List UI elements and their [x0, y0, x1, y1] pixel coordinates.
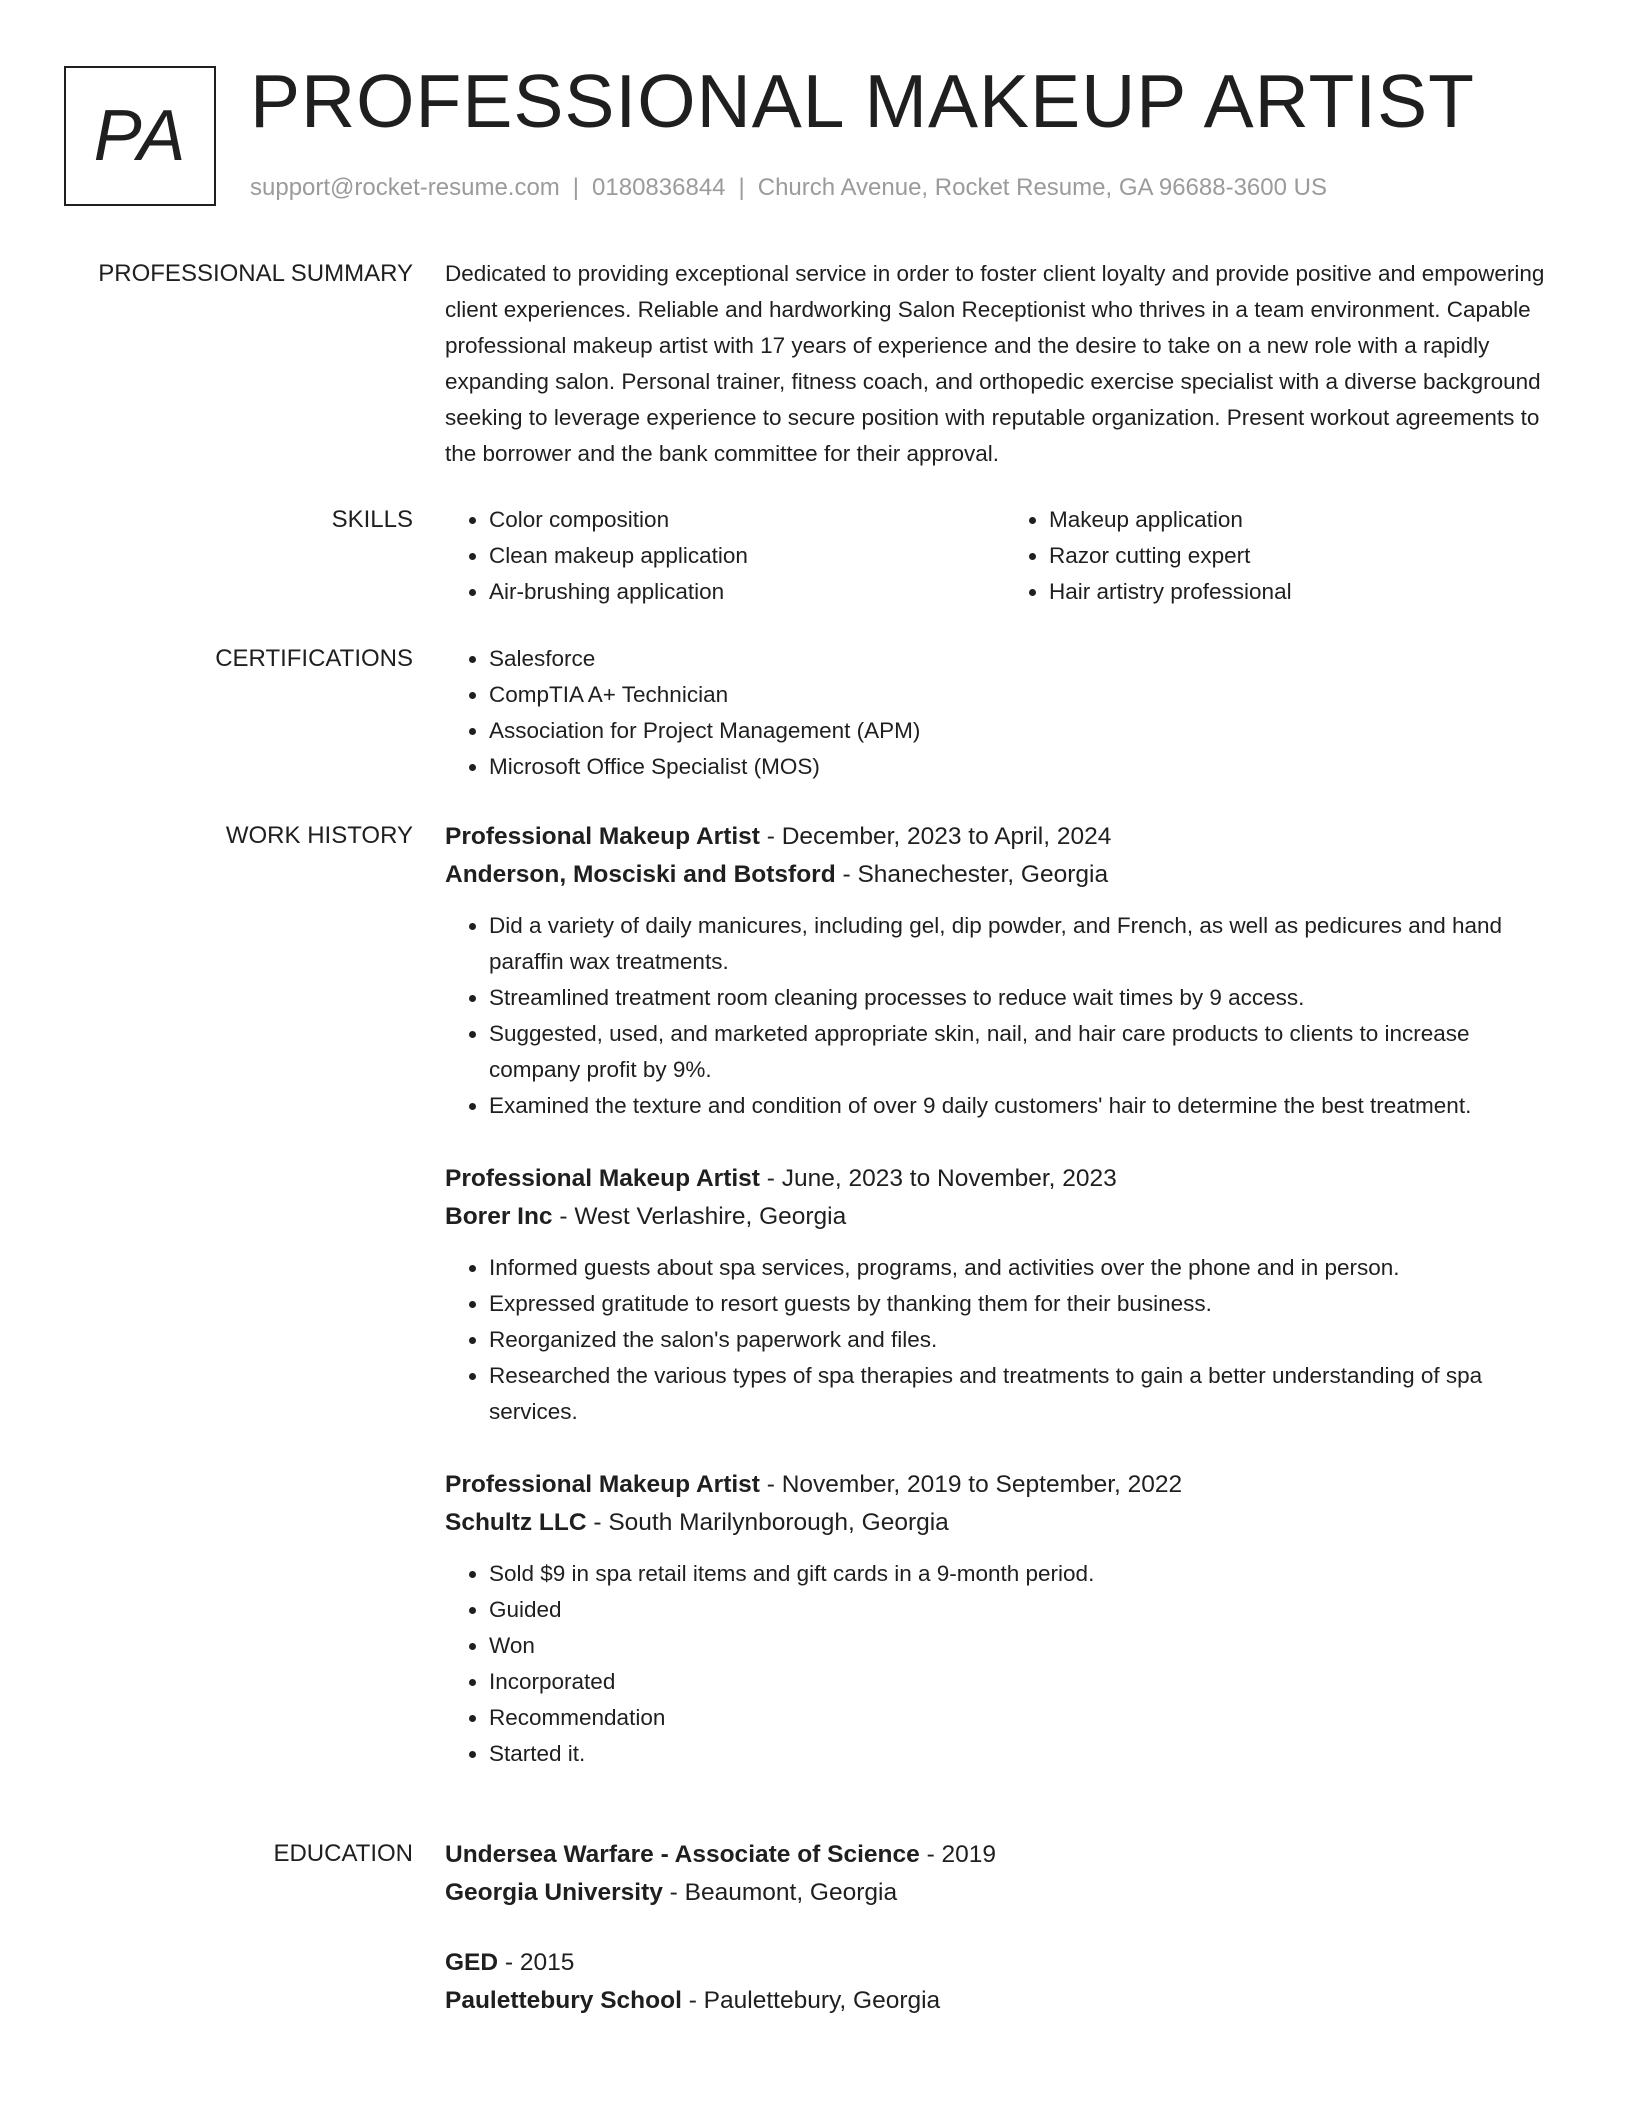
job-dates: - June, 2023 to November, 2023 — [759, 1165, 1117, 1192]
job-entry — [445, 818, 1565, 1124]
job-company-line — [445, 1504, 1565, 1542]
education-body — [445, 1836, 1565, 2052]
skills-list-right — [1005, 502, 1565, 610]
phone-number: 0180836844 — [592, 174, 726, 201]
company-location: - South Marilynborough, Georgia — [586, 1509, 949, 1536]
separator: | — [572, 174, 580, 201]
skill-item: • Clean makeup application — [489, 538, 1005, 574]
duty-item: • Started it. — [489, 1736, 1565, 1772]
duty-item: • Did a variety of daily manicures, including gel, dip powder, and French, as well as pedicures and hand paraffin wax treatments. — [489, 908, 1565, 980]
skill-item: • Razor cutting expert — [1049, 538, 1565, 574]
degree-line — [445, 1836, 1565, 1874]
duty-item: • Streamlined treatment room cleaning processes to reduce wait times by 9 access. — [489, 980, 1565, 1016]
job-title: Professional Makeup Artist — [445, 1165, 760, 1192]
company-name: Schultz LLC — [445, 1509, 587, 1536]
job-title: Professional Makeup Artist — [445, 1471, 760, 1498]
job-title-line — [445, 1160, 1565, 1198]
company-location: - West Verlashire, Georgia — [552, 1203, 847, 1230]
degree-line — [445, 1944, 1565, 1982]
degree: Undersea Warfare - Associate of Science — [445, 1841, 920, 1868]
job-entry — [445, 1160, 1565, 1430]
job-entry — [445, 1466, 1565, 1772]
graduation-year: - 2019 — [919, 1841, 997, 1868]
address: Church Avenue, Rocket Resume, GA 96688-3600 US — [757, 174, 1327, 201]
company-location: - Shanechester, Georgia — [835, 861, 1109, 888]
degree: GED — [445, 1949, 499, 1976]
duty-item: • Examined the texture and condition of over 9 daily customers' hair to determine the best treatment. — [489, 1088, 1565, 1124]
job-title: Professional Makeup Artist — [445, 823, 760, 850]
page-title: PROFESSIONAL MAKEUP ARTIST — [250, 59, 1475, 143]
school-line — [445, 1874, 1565, 1912]
skill-item: • Color composition — [489, 502, 1005, 538]
job-dates: - December, 2023 to April, 2024 — [759, 823, 1112, 850]
skill-item: • Hair artistry professional — [1049, 574, 1565, 610]
job-dates: - November, 2019 to September, 2022 — [759, 1471, 1183, 1498]
duty-item: • Informed guests about spa services, programs, and activities over the phone and in person. — [489, 1250, 1565, 1286]
skill-item: • Makeup application — [1049, 502, 1565, 538]
school-line — [445, 1982, 1565, 2020]
email-link[interactable]: support@rocket-resume.com — [250, 174, 560, 201]
job-title-line — [445, 818, 1565, 856]
certifications-list — [445, 641, 1565, 785]
school-location: - Paulettebury, Georgia — [681, 1987, 941, 2014]
certification-item: • Salesforce — [489, 641, 1565, 677]
skills-list-left — [445, 502, 1005, 610]
graduation-year: - 2015 — [498, 1949, 575, 1976]
job-company-line — [445, 856, 1565, 894]
separator: | — [738, 174, 745, 201]
contact-line — [250, 172, 1327, 204]
duty-item: • Won — [489, 1628, 1565, 1664]
duty-item: • Guided — [489, 1592, 1565, 1628]
certifications-body — [445, 641, 1565, 785]
education-entry — [445, 1836, 1565, 1912]
company-name: Anderson, Mosciski and Botsford — [445, 861, 836, 888]
job-company-line — [445, 1198, 1565, 1236]
work-history-body — [445, 818, 1565, 1808]
school-location: - Beaumont, Georgia — [662, 1879, 898, 1906]
education-entry — [445, 1944, 1565, 2020]
job-duties-list — [445, 1556, 1565, 1772]
section-heading: EDUCATION — [273, 1840, 413, 1867]
section-heading: WORK HISTORY — [225, 822, 413, 849]
duty-item: • Researched the various types of spa therapies and treatments to gain a better understanding of spa services. — [489, 1358, 1565, 1430]
company-name: Borer Inc — [445, 1203, 553, 1230]
section-heading: CERTIFICATIONS — [215, 645, 413, 672]
monogram-logo: PA — [64, 66, 216, 206]
job-duties-list — [445, 1250, 1565, 1430]
duty-item: • Reorganized the salon's paperwork and files. — [489, 1322, 1565, 1358]
duty-item: • Incorporated — [489, 1664, 1565, 1700]
section-heading: PROFESSIONAL SUMMARY — [98, 260, 413, 287]
school-name: Georgia University — [445, 1879, 663, 1906]
duty-item: • Recommendation — [489, 1700, 1565, 1736]
summary-text: Dedicated to providing exceptional service in order to foster client loyalty and provide positive and empowering client experiences. Reliable and hardworking Salon Receptionist who thrives in a team environment. Capable professional makeup artist with 17 years of experience and the desire to take on a new role with a rapidly expanding salon. Personal trainer, fitness coach, and orthopedic exercise specialist with a diverse background seeking to leverage experience to secure position with reputable organization. Present workout agreements to the borrower and the bank committee for their approval. — [445, 261, 1545, 466]
school-name: Paulettebury School — [445, 1987, 682, 2014]
duty-item: • Expressed gratitude to resort guests by thanking them for their business. — [489, 1286, 1565, 1322]
duty-item: • Suggested, used, and marketed appropriate skin, nail, and hair care products to clients to increase company profit by 9%. — [489, 1016, 1565, 1088]
summary-body — [445, 256, 1565, 472]
job-title-line — [445, 1466, 1565, 1504]
skills-body — [445, 502, 1565, 610]
skill-item: • Air-brushing application — [489, 574, 1005, 610]
certification-item: • CompTIA A+ Technician — [489, 677, 1565, 713]
section-heading: SKILLS — [331, 506, 413, 533]
job-duties-list — [445, 908, 1565, 1124]
certification-item: • Microsoft Office Specialist (MOS) — [489, 749, 1565, 785]
duty-item: • Sold $9 in spa retail items and gift cards in a 9-month period. — [489, 1556, 1565, 1592]
certification-item: • Association for Project Management (APM) — [489, 713, 1565, 749]
